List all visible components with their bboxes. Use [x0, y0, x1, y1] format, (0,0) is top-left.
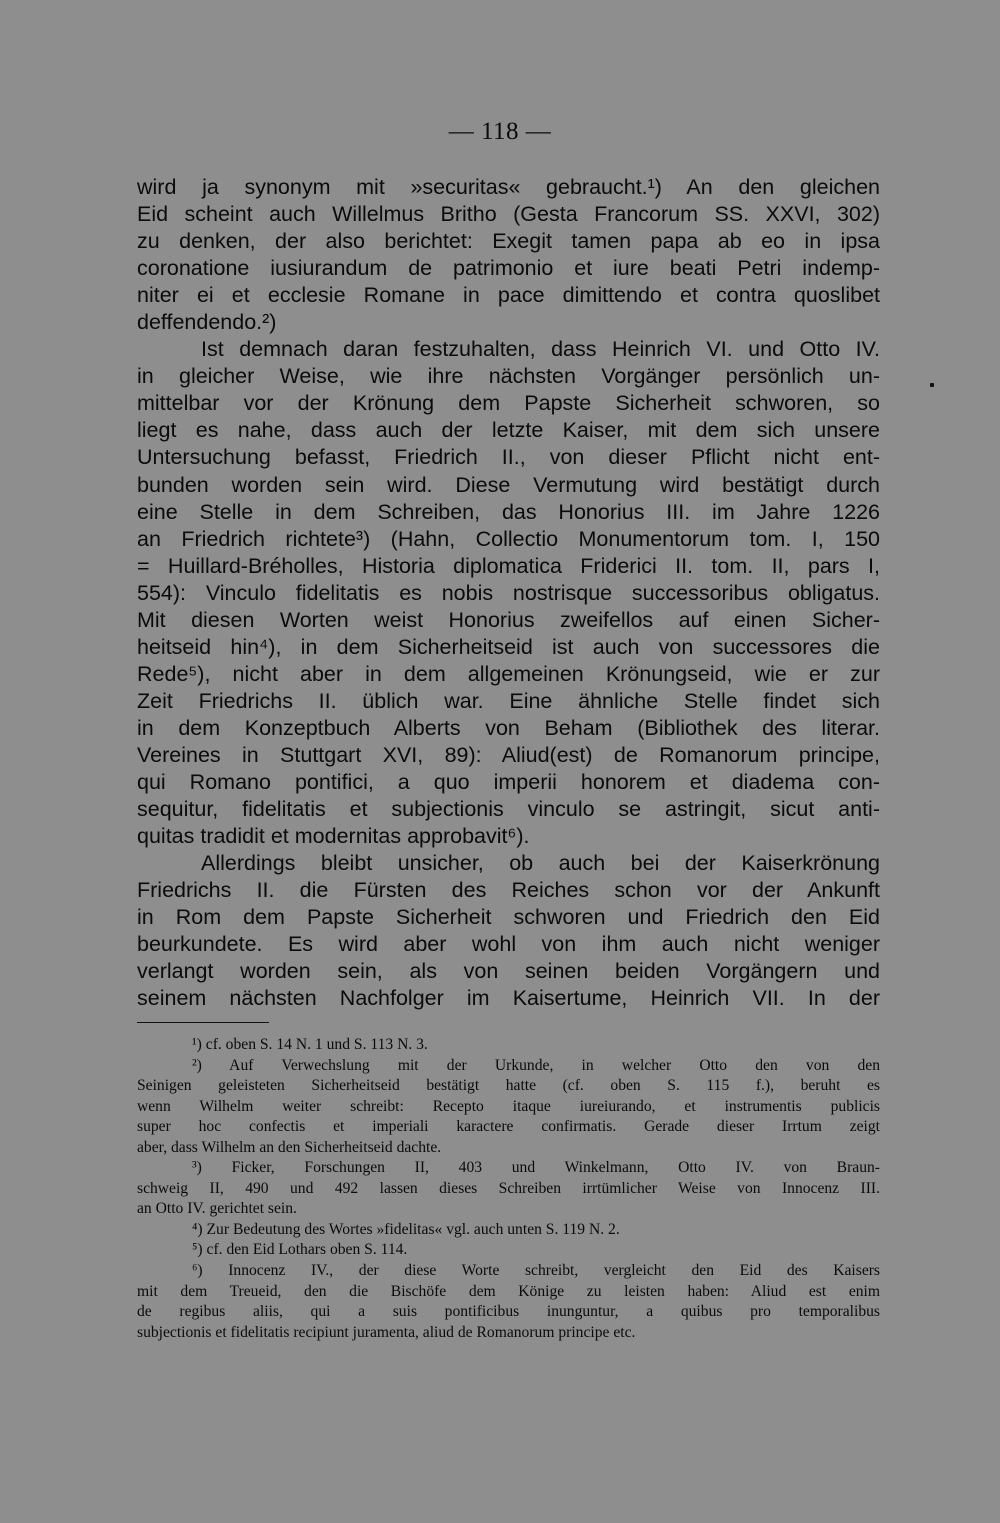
footnote-line: subjectionis et fidelitatis recipiunt juramenta, aliud de Romanorum principe etc. — [137, 1323, 636, 1341]
body-line: verlangt worden sein, als von seinen beiden Vorgängern und — [137, 959, 880, 984]
body-line: Mit diesen Worten weist Honorius zweifellos auf einen Sicher- — [137, 607, 880, 632]
footnote-line: ¹) cf. oben S. 14 N. 1 und S. 113 N. 3. — [192, 1036, 428, 1053]
body-text — [137, 174, 880, 1012]
body-line: Allerdings bleibt unsicher, ob auch bei der Kaiserkrönung — [201, 851, 880, 876]
body-line: 554): Vinculo fidelitatis es nobis nostrisque successoribus obligatus. — [137, 580, 880, 605]
footnote-line: de regibus aliis, qui a suis pontificibus inunguntur, a quibus pro temporalibus — [137, 1303, 880, 1321]
footnote-line: an Otto IV. gerichtet sein. — [137, 1200, 297, 1218]
body-line: seinem nächsten Nachfolger im Kaisertume, Heinrich VII. In der — [137, 986, 880, 1011]
body-line: eine Stelle in dem Schreiben, das Honorius III. im Jahre 1226 — [137, 499, 880, 524]
body-line: liegt es nahe, dass auch der letzte Kaiser, mit dem sich unsere — [137, 418, 880, 443]
body-line: bunden worden sein wird. Diese Vermutung wird bestätigt durch — [137, 472, 880, 497]
body-line: Ist demnach daran festzuhalten, dass Heinrich VI. und Otto IV. — [201, 337, 880, 362]
body-line: Eid scheint auch Willelmus Britho (Gesta Francorum SS. XXVI, 302) — [137, 202, 880, 227]
footnote-line: ²) Auf Verwechslung mit der Urkunde, in welcher Otto den von den — [192, 1056, 880, 1074]
body-line: heitseid hin⁴), in dem Sicherheitseid ist auch von successores die — [137, 634, 880, 659]
body-line: quitas tradidit et modernitas approbavit⁶). — [137, 824, 530, 849]
page-number: — 118 — — [448, 118, 552, 145]
body-line: coronatione iusiurandum de patrimonio et iure beati Petri indemp- — [137, 256, 880, 281]
body-line: an Friedrich richtete³) (Hahn, Collectio Monumentorum tom. I, 150 — [137, 526, 880, 551]
body-line: deffendendo.²) — [137, 310, 277, 335]
body-line: mittelbar vor der Krönung dem Papste Sicherheit schworen, so — [137, 391, 880, 416]
footnote-line: ³) Ficker, Forschungen II, 403 und Winkelmann, Otto IV. von Braun- — [192, 1159, 880, 1177]
body-line: Rede⁵), nicht aber in dem allgemeinen Krönungseid, wie er zur — [137, 661, 880, 686]
body-line: zu denken, der also berichtet: Exegit tamen papa ab eo in ipsa — [137, 229, 880, 254]
footnote-rule — [137, 1022, 269, 1023]
footnote-line: super hoc confectis et imperiali karactere confirmatis. Gerade dieser Irrtum zeigt — [137, 1118, 880, 1136]
footnote-line: schweig II, 490 und 492 lassen dieses Schreiben irrtümlicher Weise von Innocenz III. — [137, 1179, 880, 1197]
body-line: beurkundete. Es wird aber wohl von ihm auch nicht weniger — [137, 932, 880, 957]
footnote-line: mit dem Treueid, den die Bischöfe dem Könige zu leisten haben: Aliud est enim — [137, 1282, 880, 1300]
footnote-line: ⁵) cf. den Eid Lothars oben S. 114. — [192, 1241, 408, 1259]
footnotes — [137, 1035, 880, 1343]
body-line: in gleicher Weise, wie ihre nächsten Vorgänger persönlich un- — [137, 364, 880, 389]
body-line: wird ja synonym mit »securitas« gebraucht.¹) An den gleichen — [137, 175, 880, 199]
body-line: Friedrichs II. die Fürsten des Reiches schon vor der Ankunft — [137, 878, 880, 903]
body-line: niter ei et ecclesie Romane in pace dimittendo et contra quoslibet — [137, 283, 880, 308]
body-line: = Huillard-Bréholles, Historia diplomatica Friderici II. tom. II, pars I, — [137, 553, 880, 578]
body-line: Vereines in Stuttgart XVI, 89): Aliud(est) de Romanorum principe, — [137, 742, 880, 767]
footnote-line: ⁶) Innocenz IV., der diese Worte schreibt, vergleicht den Eid des Kaisers — [192, 1262, 880, 1280]
footnote-line: aber, dass Wilhelm an den Sicherheitseid dachte. — [137, 1138, 442, 1156]
footnote-line: Seinigen geleisteten Sicherheitseid bestätigt hatte (cf. oben S. 115 f.), beruht es — [137, 1077, 880, 1095]
body-line: Zeit Friedrichs II. üblich war. Eine ähnliche Stelle findet sich — [137, 688, 880, 713]
margin-mark — [930, 383, 934, 387]
body-line: qui Romano pontifici, a quo imperii honorem et diadema con- — [137, 770, 880, 795]
body-line: in dem Konzeptbuch Alberts von Beham (Bibliothek des literar. — [137, 715, 880, 740]
body-line: in Rom dem Papste Sicherheit schworen und Friedrich den Eid — [137, 905, 880, 930]
footnote-line: wenn Wilhelm weiter schreibt: Recepto itaque iureiurando, et instrumentis publicis — [137, 1097, 880, 1115]
body-line: Untersuchung befasst, Friedrich II., von dieser Pflicht nicht ent- — [137, 445, 880, 470]
footnote-line: ⁴) Zur Bedeutung des Wortes »fidelitas« vgl. auch unten S. 119 N. 2. — [192, 1220, 620, 1238]
body-line: sequitur, fidelitatis et subjectionis vinculo se astringit, sicut anti- — [137, 797, 880, 822]
